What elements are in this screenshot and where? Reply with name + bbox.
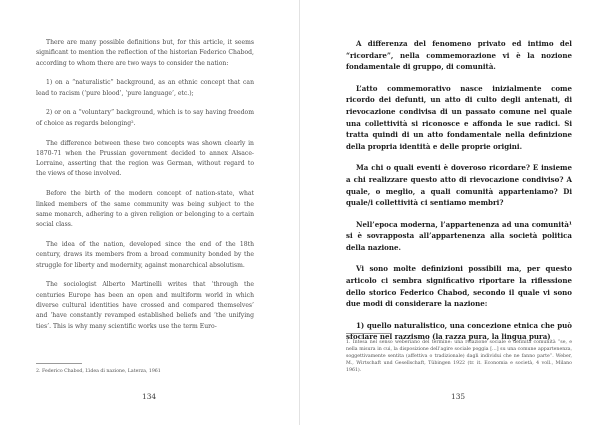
right-paragraph-6: 1) quello naturalistico, una concezione etnica che può sfociare nel razzismo (la razza pura, la lingua pura) [346, 320, 572, 342]
left-paragraph-6: The idea of the nation, developed since the end of the 18th century, draws its members from a broad community bonded by the struggle for liberty and modernity, against monarchical absolutism. [36, 240, 254, 269]
right-paragraph-4: Nell’epoca moderna, l’appartenenza ad una comunità¹ si è sovrapposta all’appartenenza alla società politica della nazione. [346, 219, 572, 253]
right-paragraph-1: A differenza del fenomeno privato ed intimo del “ricordare”, nella commemorazione vi è la nozione fondamentale di gruppo, di comunità. [346, 39, 572, 72]
right-footnote-rule [346, 333, 392, 334]
right-footnote: 1. Intesa nel senso weberiano del termine: una relazione sociale è definita comunità “se, e nella misura in cui, la disposizione dell’agire sociale poggia […] su una comune appartenenza, soggettivamente sentita (affettiva o tradizionale) dagli individui che ne fanno parte”. Weber, M., Wirtschaft und Gesellschaft, Tübingen 1922 (tr. it. Economia e società, 4 voll., Milano 1961). [346, 340, 572, 374]
right-page [300, 0, 600, 425]
left-footnote: 2. Federico Chabod, L’idea di nazione, Laterza, 1961 [36, 369, 161, 374]
left-paragraph-7: The sociologist Alberto Martinelli writes that ‘through the centuries Europe has been an open and multiform world in which diverse cultural identities have crossed and compared themselves’ and ‘have constantly revamped established beliefs and ‘the unifying ties’. This is why many scientific works use the term Euro- [36, 281, 254, 330]
right-page-number: 135 [451, 392, 466, 401]
right-paragraph-5: Vi sono molte definizioni possibili ma, per questo articolo ci sembra significativo riportare la riflessione dello storico Federico Chabod, secondo il quale vi sono due modi di considerare la nazione: [346, 264, 572, 309]
right-paragraph-2: L’atto commemorativo nasce inizialmente come ricordo dei defunti, un atto di culto degli antenati, di rievocazione condivisa di un passato comune nel quale una collettività si riconosce e affonda le sue radici. Si tratta quindi di un atto fondamentale nella definizione della propria identità e delle proprie origini. [346, 83, 572, 152]
left-body-text [36, 38, 254, 341]
left-paragraph-4: The difference between these two concepts was shown clearly in 1870-71 when the Prussian government decided to annex Alsace-Lorraine, asserting that the region was German, without regard to the views of those involved. [36, 139, 254, 178]
left-page-number: 134 [142, 392, 157, 401]
right-paragraph-3: Ma chi o quali eventi è doveroso ricordare? E insieme a chi realizzare questo atto di rievocazione condiviso? A quale, o meglio, a quali comunità apparteniamo? Di quale/i collettività ci sentiamo membri? [346, 163, 572, 208]
right-body-text [346, 38, 572, 352]
left-paragraph-5: Before the birth of the modern concept of nation-state, what linked members of the same community was being subject to the same monarch, adhering to a given religion or belonging to a certain social class. [36, 190, 254, 229]
left-paragraph-1: There are many possible definitions but, for this article, it seems significant to mention the reflection of the historian Federico Chabod, according to whom there are two ways to consider the nation: [36, 39, 254, 67]
left-footnote-rule [36, 363, 82, 364]
left-paragraph-3: 2) or on a “voluntary” background, which is to say having freedom of choice as regards belonging². [36, 109, 254, 127]
left-paragraph-2: 1) on a “naturalistic” background, as an ethnic concept that can lead to racism (‘pure blood’, ‘pure language’, etc.); [36, 79, 254, 97]
